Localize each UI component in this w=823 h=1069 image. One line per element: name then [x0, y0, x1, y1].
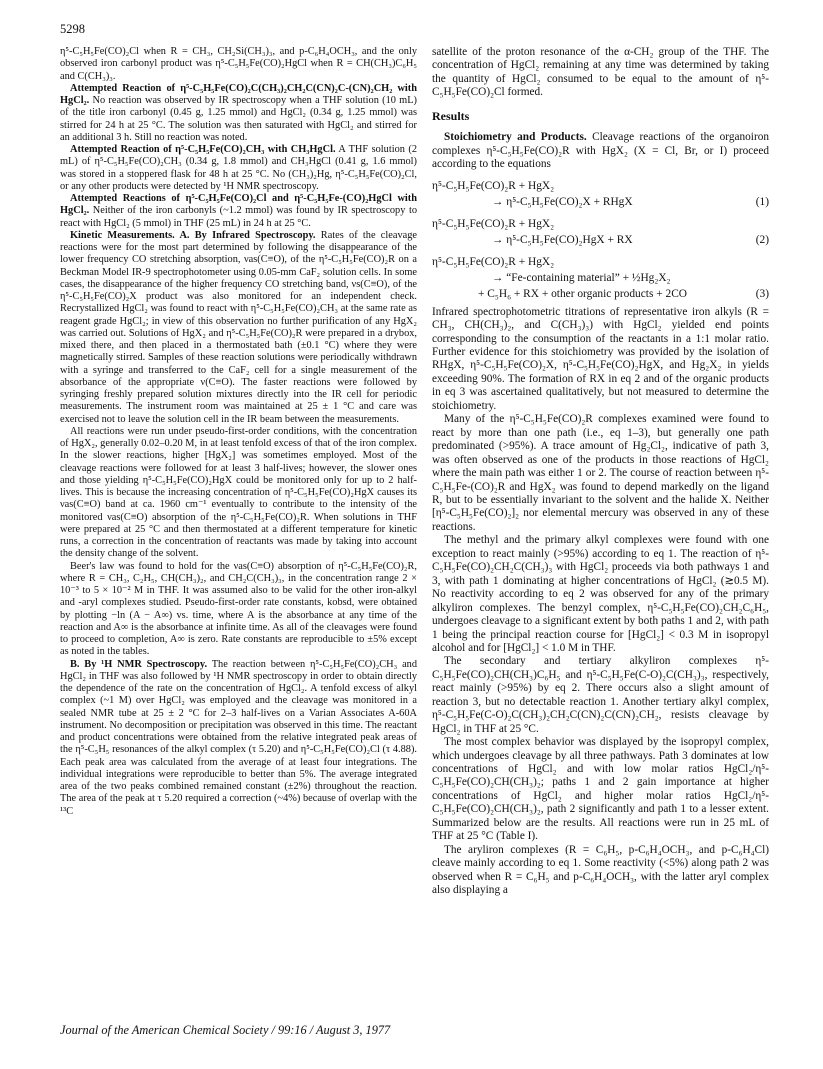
paragraph-text: Rates of the cleavage reactions were for the most part determined by following the disappearance of the lower frequency CO stretching absorption, νas(C≡O), of the η⁵-C₅H₅Fe(CO)₂R on a Beckman Model IR-9 spectrophotometer using 0.05-mm CaF₂ solution cells. In some cases, the disappearance of the higher frequency CO stretching band, νs(C≡O), of the η⁵-C₅H₅Fe(CO)₂X product was also monitored for an independent check. Recrystallized HgCl₂ was found to react with η⁵-C₅H₅Fe(CO)₂CH₃ at the same rate as reagent grade HgCl₂; in view of this observation no further purification of any HgX₂ was carried out. Solutions of HgX₂ and η⁵-C₅H₅Fe(CO)₂R were prepared in a drybox, mixed there, and then placed in a thermostated bath (±0.1 °C) where they were magnetically stirred. Samples of these reaction solutions were periodically withdrawn with a syringe and transferred to the CaF₂ cell for a single measurement of the absorbance of the appropriate ν(C≡O). The faster reactions were followed by syringing freshly prepared solution mixtures directly into the IR cell for periodic measurements. The instrument room was maintained at 25 ± 1 °C and care was exercised not to leave the solution cell in the IR beam between the measurements. — [60, 229, 417, 425]
right-intro-paragraph: satellite of the proton resonance of the α-CH₂ group of the THF. The concentration of HgCl₂ remaining at any time was determined by taking the quantity of HgCl₂ consumed to be equal to the amount of η⁵-C₅H₅Fe(CO)₂Cl formed. — [432, 46, 769, 99]
equation-3-number: (3) — [755, 287, 769, 300]
left-paragraph — [60, 561, 417, 659]
equation-3-lhs: η⁵-C₅H₅Fe(CO)₂R + HgX₂ — [432, 255, 555, 268]
left-paragraph — [60, 659, 417, 818]
run-in-heading: Attempted Reaction of η⁵-C₅H₅Fe(CO)₂CH₃ with CH₃HgCl. — [70, 144, 336, 155]
run-in-heading: Kinetic Measurements. A. By Infrared Spectroscopy. — [70, 229, 316, 241]
paragraph-text: The reaction between η⁵-C₅H₅Fe(CO)₂CH₃ and HgCl₂ in THF was also followed by ¹H NMR spectroscopy in order to obtain directly the dependence of the rate on the concentration of HgCl₂. A tenfold excess of alkyl complex (~1 M) over HgCl₂ was employed and the cleavage was monitored in a sealed NMR tube at 25 ± 2 °C for 2–3 half-lives on a Varian Associates A-60A instrument. No decomposition or precipitation was observed in this time. The reactant and product concentrations were obtained from the relative integrated peak areas of the η⁵-C₅H₅ resonances of the alkyl complex (τ 5.20) and η⁵-C₅H₅Fe(CO)₂Cl (τ 4.88). Each peak area was calculated from the average of at least four integrations. The individual integrations were reproducible to better than 5%. The average integrated area of the two peaks combined remained constant (±2%) throughout the reaction. The area of the peak at τ 5.20 required a correction (~4%) because of overlap with the ¹³C — [60, 658, 418, 817]
equation-1-number: (1) — [755, 195, 769, 208]
left-column — [60, 46, 417, 818]
equation-2-number: (2) — [755, 233, 769, 246]
results-text: Cleavage reactions of the organoiron complexes η⁵-C₅H₅Fe(CO)₂R with HgX₂ (X = Cl, Br, or I) proceed according to the equations — [432, 131, 769, 171]
equation-1 — [432, 178, 769, 210]
equation-3-rhs-2: + C₅H₆ + RX + other organic products + 2CO — [478, 287, 688, 300]
right-paragraph: The most complex behavior was displayed by the isopropyl complex, which undergoes cleavage by all three pathways. Path 3 dominates at low concentrations of HgCl₂ and with low molar ratios HgCl₂/η⁵-C₅H₅Fe(CO)₂CH(CH₃)₂; paths 1 and 2 gain importance at higher concentrations of HgCl₂ and higher molar ratios HgCl₂/η⁵-C₅H₅Fe(CO)₂CH(CH₃)₂, path 2 significantly and path 1 to a lesser extent. Summarized below are the results. All reactions were run in 25 mL of THF at 25 °C (Table I). — [432, 736, 769, 843]
equation-2 — [432, 216, 769, 248]
left-paragraph — [60, 46, 417, 83]
left-paragraph — [60, 230, 417, 426]
run-in-heading: B. By ¹H NMR Spectroscopy. — [70, 658, 208, 670]
paragraph-text: A THF solution (2 mL) of η⁵-C₅H₅Fe(CO)₂CH₃ (0.34 g, 1.8 mmol) and CH₃HgCl (0.41 g, 1.6 mmol) was stored in a stoppered flask for 48 h at 25 °C. No (CH₃)₂Hg, η⁵-C₅H₅Fe(CO)₂Cl, or any other products were detected by ¹H NMR spectroscopy. — [60, 144, 417, 192]
results-heading: Results — [432, 108, 470, 123]
paragraph-text: All reactions were run under pseudo-first-order conditions, with the concentration of HgX₂, generally 0.02–0.20 M, in at least tenfold excess of that of the iron complex. In the slower reactions, higher [HgX₂] was sometimes employed. Most of the cleavage reactions were followed for at least 3 half-lives; however, the slower ones and those yielding η⁵-C₅H₅Fe(CO)₂HgX could be monitored only for up to 2 half-lives. This is because the increasing concentration of η⁵-C₅H₅Fe(CO)₂HgX causes its νas(C≡O) band at ca. 1960 cm⁻¹ eventually to contribute to the intensity of the monitored νas(C≡O) absorption of the η⁵-C₅H₅Fe(CO)₂R. When solutions in THF were prepared at 25 °C and then thermostated at a different temperature for kinetic runs, a correction in the concentration of reactants was made by taking into account the density change of the solvent. — [60, 425, 417, 560]
equation-1-lhs: η⁵-C₅H₅Fe(CO)₂R + HgX₂ — [432, 179, 555, 192]
equation-2-rhs: → η⁵-C₅H₅Fe(CO)₂HgX + RX — [492, 233, 633, 246]
left-paragraph — [60, 426, 417, 561]
right-paragraph: The methyl and the primary alkyl complexes were found with one exception to react mainly (>95%) according to eq 1. The reaction of η⁵-C₅H₅Fe(CO)₂CH₂C(CH₃)₃ with HgCl₂ proceeds via both pathways 1 and 3, with path 1 dominating at higher concentrations of HgCl₂ (≳0.5 M). No reactivity according to eq 2 was observed for any of the primary alkyliron complexes. The benzyl complex, η⁵-C₅H₅Fe(CO)₂CH₂C₆H₅, undergoes cleavage to a significant extent by both paths 1 and 2, with path 1 being the principal reaction course for [HgCl₂] < 0.3 M in isopropyl alcohol and for [HgCl₂] < 1.0 M in THF. — [432, 534, 769, 654]
run-in-heading: Attempted Reactions of η⁵-C₅H₅Fe(CO)₂Cl and η⁵-C₅H₅Fe-(CO)₂HgCl with HgCl₂. — [60, 193, 417, 217]
results-run-head: Stoichiometry and Products. — [444, 131, 587, 144]
equation-1-rhs: → η⁵-C₅H₅Fe(CO)₂X + RHgX — [492, 195, 633, 208]
left-paragraph — [60, 83, 417, 144]
right-paragraphs — [432, 306, 769, 898]
page-number: 5298 — [60, 22, 85, 36]
paragraph-text: η⁵-C₅H₅Fe(CO)₂Cl when R = CH₃, CH₂Si(CH₃)₃, and p-C₆H₄OCH₃, and the only observed iron carbonyl product was η⁵-C₅H₅Fe(CO)₂HgCl when R = CH(CH₃)C₆H₅ and C(CH₃)₃. — [60, 46, 417, 82]
paragraph-text: Beer's law was found to hold for the νas(C≡O) absorption of η⁵-C₅H₅Fe(CO)₂R, where R = CH₃, C₂H₅, CH(CH₃)₂, and CH₂C(CH₃)₃, in the concentration range 2 × 10⁻³ to 5 × 10⁻² M in THF. It was assumed also to be valid for the other iron-alkyl and -aryl complexes studied. Pseudo-first-order rate constants, kobsd, were obtained by plotting −ln (A − A∞) vs. time, where A is the absorbance at any time of the reaction and A∞ is the absorbance at infinite time. As all of the cleavages were found to proceed to completion, A∞ is zero. Rate constants are reproducible to ±5% except as noted in the tables. — [60, 560, 417, 658]
paragraph-text: Neither of the iron carbonyls (~1.2 mmol) was found by IR spectroscopy to react with HgCl₂ (5 mmol) in THF (25 mL) in 24 h at 25 °C. — [60, 205, 417, 229]
equation-3-rhs-1: → “Fe-containing material” + ½Hg₂X₂ — [492, 271, 671, 284]
results-paragraph — [432, 131, 769, 171]
equation-3 — [432, 254, 769, 302]
right-paragraph: Many of the η⁵-C₅H₅Fe(CO)₂R complexes examined were found to react by more than one path (i.e., eq 1–3), but generally one path predominated (>95%). A trace amount of Hg₂Cl₂, indicative of path 3, was often observed as one of the products in those reactions of HgCl₂ where the main path was either 1 or 2. The course of reaction between η⁵-C₅H₅Fe-(CO)₂R and HgX₂ was found to depend markedly on the ligand R, but to be essentially invariant to the solvent and the halide X. Neither [η⁵-C₅H₅Fe(CO)₂]₂ nor elemental mercury was observed in any of these reactions. — [432, 413, 769, 533]
left-paragraph — [60, 144, 417, 193]
right-paragraph: Infrared spectrophotometric titrations of representative iron alkyls (R = CH₃, CH(CH₃)₂, and C(CH₃)₃) with HgCl₂ yielded end points corresponding to the consumption of the reactants in a 1:1 molar ratio. Further evidence for this stoichiometry was provided by the isolation of RHgX, η⁵-C₅H₅Fe(CO)₂X, η⁵-C₅H₅Fe(CO)₂HgX, and Hg₂X₂ in yields exceeding 90%. The formation of RX in eq 2 and of the organic products in eq 3 was ascertained qualitatively, but not measured to determine the stoichiometry. — [432, 305, 769, 412]
equation-2-lhs: η⁵-C₅H₅Fe(CO)₂R + HgX₂ — [432, 217, 555, 230]
journal-footer: Journal of the American Chemical Society / 99:16 / August 3, 1977 — [60, 1023, 391, 1037]
left-paragraph — [60, 193, 417, 230]
right-paragraph: The secondary and tertiary alkyliron complexes η⁵-C₅H₅Fe(CO)₂CH(CH₃)C₆H₅ and η⁵-C₅H₅Fe(C-O)₂C(CH₃)₃, respectively, react mainly (>95%) by eq 2. There occurs also a slight amount of reaction 3, but no detectable reaction 1. Another tertiary alkyl complex, η⁵-C₅H₅Fe(C-O)₂C(CH₃)₂CH₂C(CN)₂C(CN)₂CH₂, resists cleavage by HgCl₂ in THF at 25 °C. — [432, 655, 769, 735]
right-paragraph: The aryliron complexes (R = C₆H₅, p-C₆H₄OCH₃, and p-C₆H₄Cl) cleave mainly according to eq 1. Some reactivity (<5%) along path 2 was observed when R = C₆H₅ and p-C₆H₄OCH₃, with the latter aryl complex also displaying a — [432, 843, 769, 897]
right-column — [432, 46, 769, 898]
run-in-heading: Attempted Reaction of η⁵-C₅H₅Fe(CO)₂C(CH₃)₂CH₂C(CN)₂C-(CN)₂CH₂ with HgCl₂. — [60, 82, 417, 106]
paragraph-text: No reaction was observed by IR spectroscopy when a THF solution (10 mL) of the title iron carbonyl (0.45 g, 1.25 mmol) and HgCl₂ (0.34 g, 1.25 mmol) was stirred for 24 h at 25 °C. The solution was then saturated with HgCl₂ and stirred for an additional 3 h. Still no reaction was noted. — [60, 95, 417, 143]
